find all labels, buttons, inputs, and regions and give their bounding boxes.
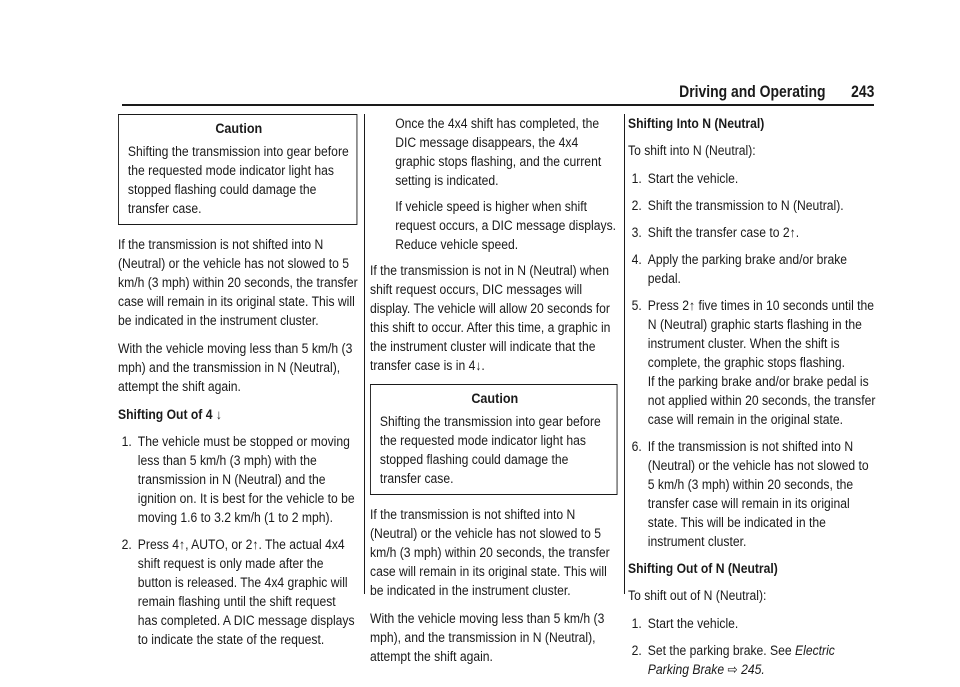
header-rule — [122, 104, 874, 106]
column-divider-2 — [624, 114, 625, 594]
caution-text: Shifting the transmission into gear before the requested mode indicator light has stopped flashing could damage the transfer case. — [127, 144, 349, 216]
caution-box — [370, 384, 618, 495]
section-heading: Shifting Out of N (Neutral) — [628, 561, 778, 576]
column-divider-1 — [364, 114, 365, 594]
column-3 — [628, 114, 876, 687]
page-header — [122, 80, 874, 104]
list-item: 2. Shift the transmission to N (Neutral). — [631, 198, 844, 213]
page-number: 243 — [850, 82, 874, 101]
list-item: 4. Apply the parking brake and/or brake pedal. — [631, 252, 848, 286]
caution-box — [118, 114, 358, 225]
list-item: 3. Shift the transfer case to 2↑. — [631, 225, 800, 240]
list-item: 5. Press 2↑ five times in 10 seconds until the N (Neutral) graphic starts flashing in the instrument cluster. When the shift is complete, the graphic stops flashing. If the parking brake and/or brake pedal is not applied within 20 seconds, the transfer case will remain in the original state. — [631, 298, 876, 427]
paragraph: If the transmission is not shifted into N (Neutral) or the vehicle has not slowed to 5 km/h (3 mph) within 20 seconds, the transfer case will remain in its original state. This will be indicated in the instrument cluster. — [118, 237, 358, 328]
steps-list — [118, 432, 358, 649]
list-item: 1. The vehicle must be stopped or moving less than 5 km/h (3 mph) with the transmission in N (Neutral) and the ignition on. It is best for the vehicle to be moving 1.6 to 3.2 km/h (1 to 2 mph). — [121, 434, 355, 525]
paragraph: With the vehicle moving less than 5 km/h (3 mph), and the transmission in N (Neutral), attempt the shift again. — [370, 611, 605, 664]
cross-reference-page[interactable]: 245. — [741, 662, 765, 677]
list-item: 1. Start the vehicle. — [631, 171, 739, 186]
steps-list — [628, 169, 876, 551]
down-arrow-icon: ↓ — [215, 407, 222, 422]
paragraph: If the transmission is not in N (Neutral) when shift request occurs, DIC messages will display. The vehicle will allow 20 seconds for this shift to occur. After this time, a graphic in the instrument cluster will indicate that the transfer case is in 4↓. — [370, 263, 611, 373]
sub-paragraph: If vehicle speed is higher when shift request occurs, a DIC message displays. Reduce vehicle speed. — [395, 199, 617, 252]
caution-title: Caution — [471, 390, 519, 406]
steps-list — [628, 614, 876, 679]
section-heading: Shifting Into N (Neutral) — [628, 116, 765, 131]
column-1 — [118, 114, 358, 657]
intro-text: To shift into N (Neutral): — [628, 143, 756, 158]
caution-title: Caution — [215, 120, 263, 136]
list-item: 1. Start the vehicle. — [631, 616, 739, 631]
section-heading: Shifting Out of 4 ↓ — [118, 407, 222, 422]
caution-text: Shifting the transmission into gear before the requested mode indicator light has stopped flashing could damage the transfer case. — [379, 414, 601, 486]
sub-paragraph: Once the 4x4 shift has completed, the DIC message disappears, the 4x4 graphic stops flashing, and the current setting is indicated. — [395, 116, 602, 188]
paragraph: If the transmission is not shifted into N (Neutral) or the vehicle has not slowed to 5 km/h (3 mph) within 20 seconds, the transfer case will remain in its original state. This will be indicated in the instrument cluster. — [370, 507, 610, 598]
page-ref-icon: ⇨ — [727, 662, 738, 677]
cross-reference-link[interactable]: Electric Parking Brake — [647, 643, 835, 677]
list-item-note: If the parking brake and/or brake pedal is not applied within 20 seconds, the transfer case will remain in the original state. — [647, 374, 876, 427]
section-title: Driving and Operating — [679, 82, 826, 101]
intro-text: To shift out of N (Neutral): — [628, 588, 767, 603]
list-item: 2. Press 4↑, AUTO, or 2↑. The actual 4x4 shift request is only made after the button is released. The 4x4 graphic will remain flashing until the shift request has completed. A DIC message displays to indicate the state of the request. — [121, 537, 355, 647]
column-2 — [370, 114, 618, 675]
list-item: 2. Set the parking brake. See Electric Parking Brake ⇨ 245. — [631, 643, 835, 677]
paragraph: With the vehicle moving less than 5 km/h (3 mph) and the transmission in N (Neutral), attempt the shift again. — [118, 341, 353, 394]
list-item: 6. If the transmission is not shifted into N (Neutral) or the vehicle has not slowed to 5 km/h (3 mph) within 20 seconds, the transfer case will remain in its original state. This will be indicated in the instrument cluster. — [631, 439, 869, 549]
